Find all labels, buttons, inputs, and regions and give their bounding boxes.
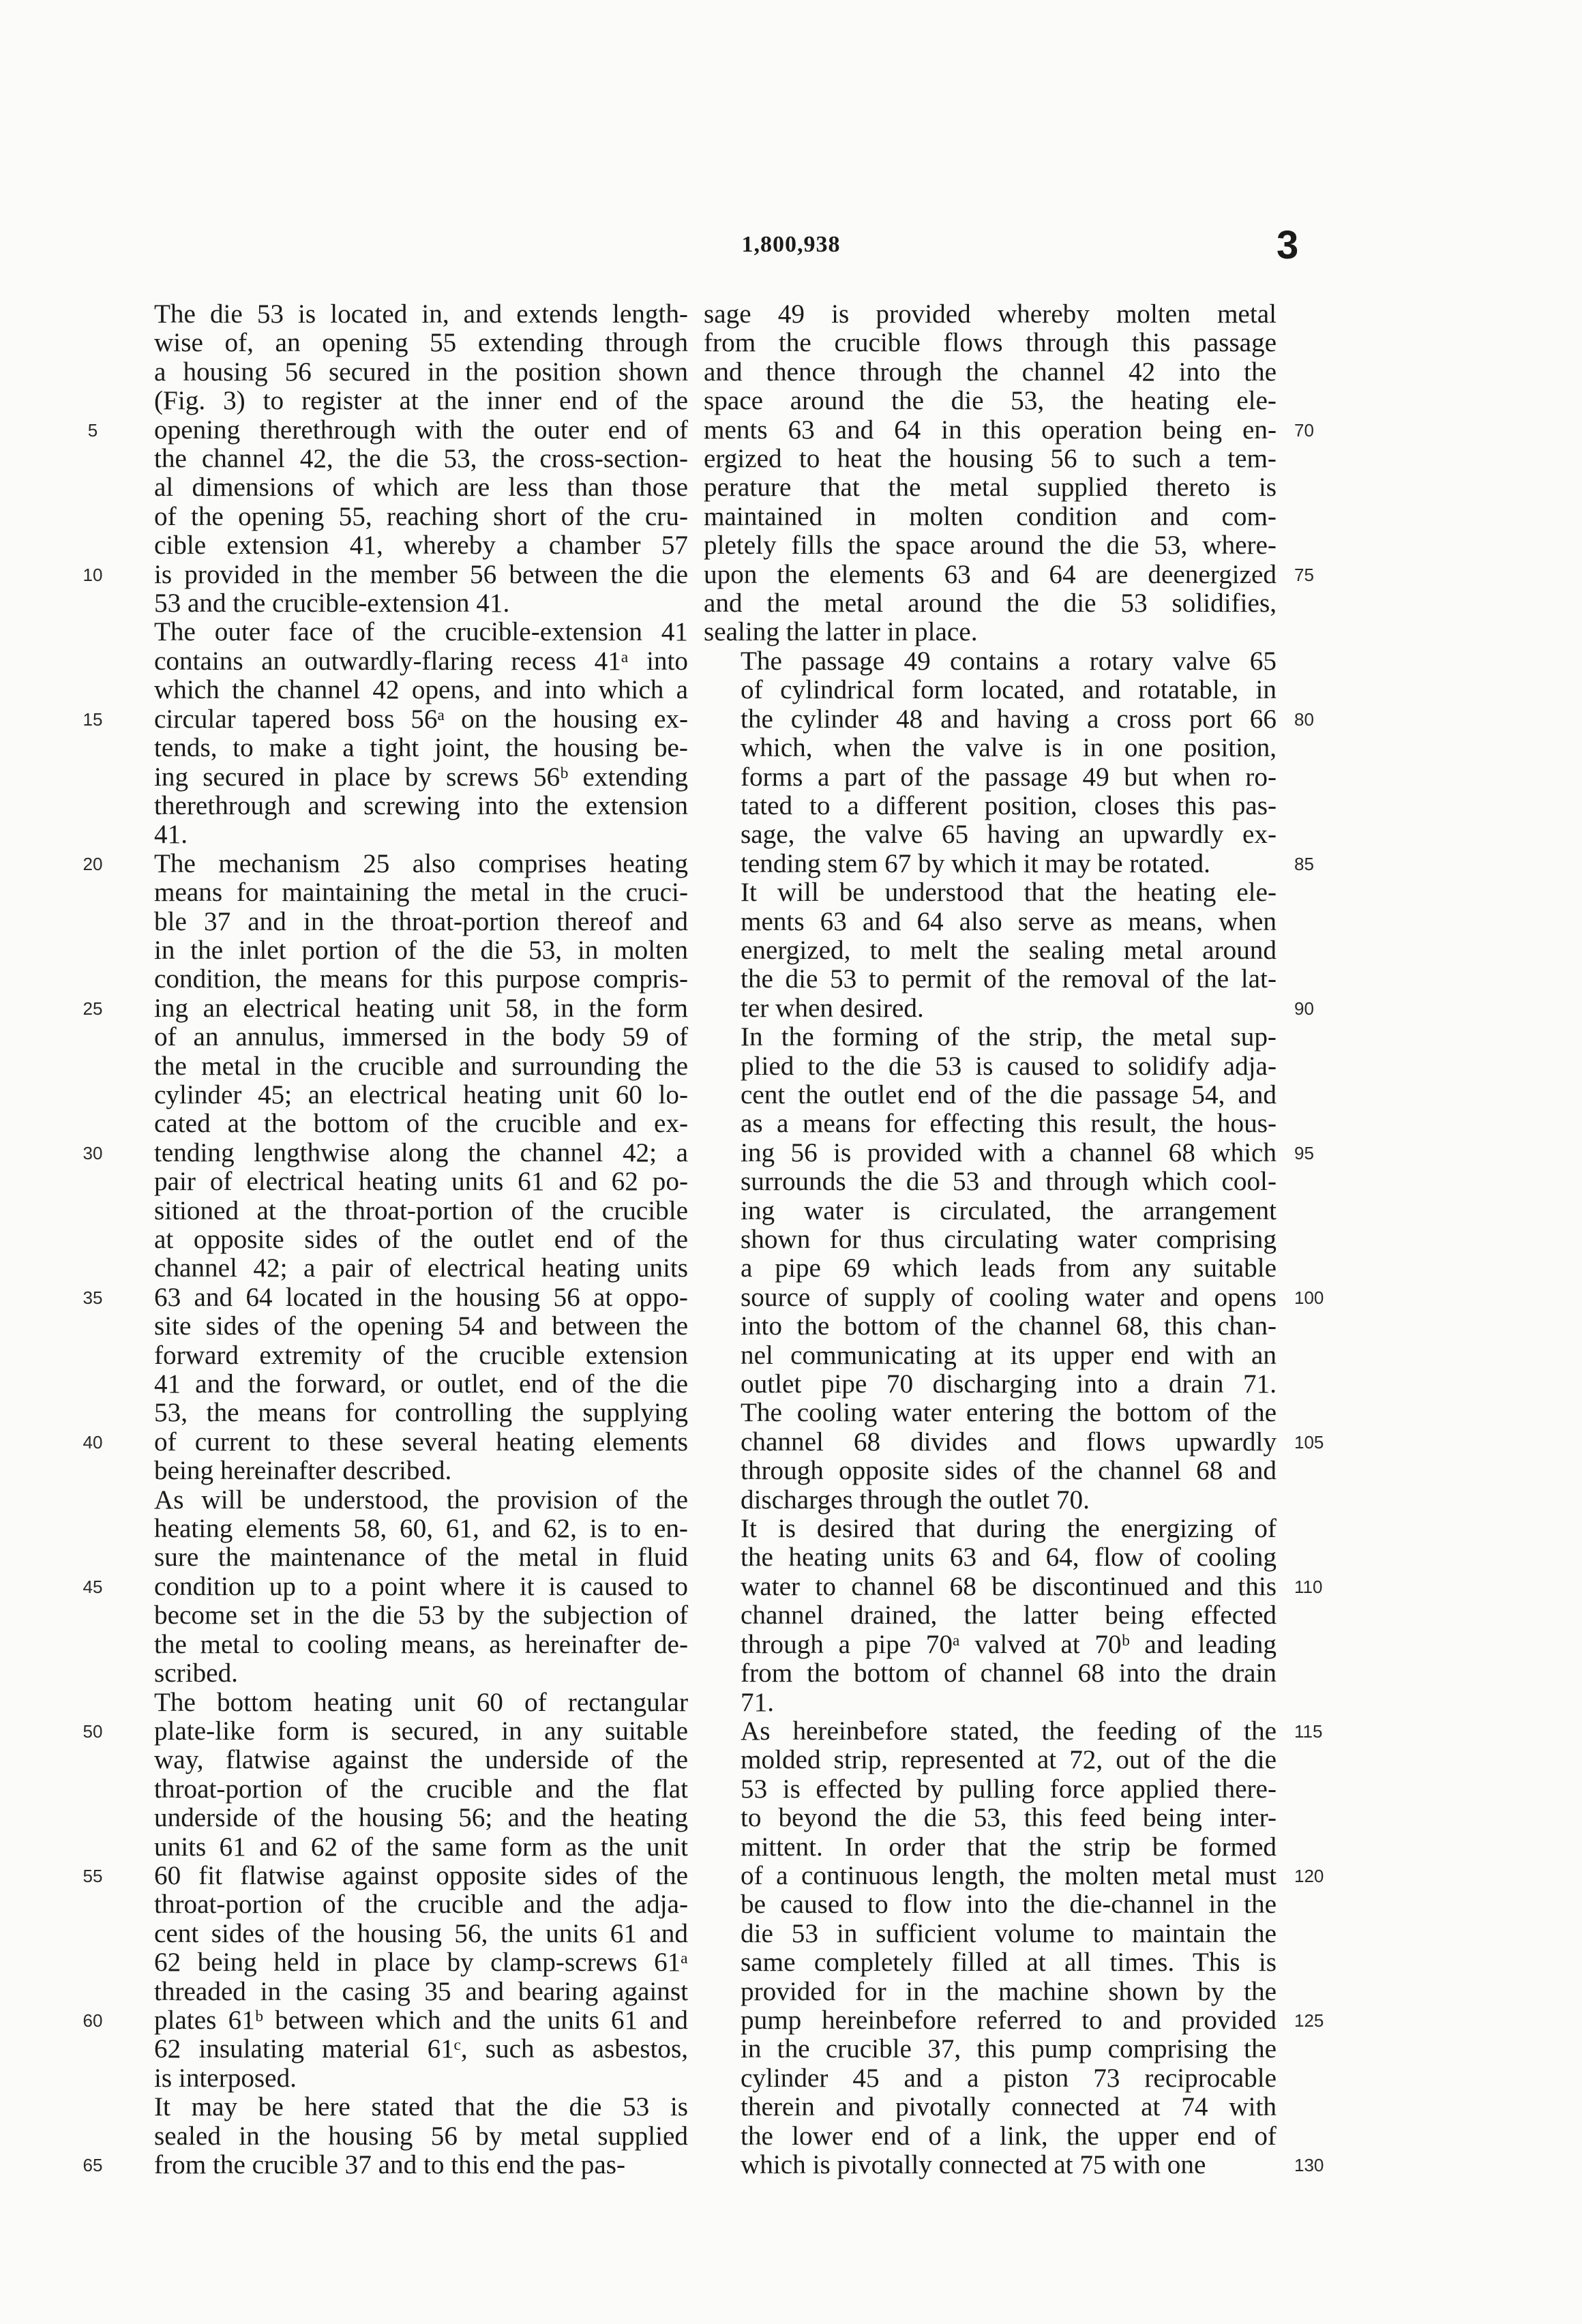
text-line: provided for in the machine shown by the <box>741 1976 1277 2006</box>
text-line: al dimensions of which are less than those <box>154 473 688 503</box>
text-line: ing water is circulated, the arrangement <box>741 1195 1277 1225</box>
text-line: It will be understood that the heating ele- <box>741 878 1277 908</box>
text-line: It is desired that during the energizing of <box>741 1514 1277 1544</box>
paragraph <box>704 1023 1277 1515</box>
line-number: 60 <box>83 2010 103 2031</box>
line-number: 105 <box>1294 1431 1324 1452</box>
paragraph <box>704 1717 1277 2180</box>
text-line: which, when the valve is in one position, <box>741 733 1277 763</box>
text-line: As will be understood, the provision of the <box>154 1485 688 1515</box>
text-line: channel drained, the latter being effected <box>741 1600 1277 1630</box>
patent-number: 1,800,938 <box>741 232 841 257</box>
text-line: pump hereinbefore referred to and provided <box>741 2005 1277 2035</box>
paragraph <box>117 2093 688 2179</box>
text-line: The die 53 is located in, and extends length- <box>154 299 688 329</box>
text-line: is interposed. <box>154 2063 297 2093</box>
text-line: tending lengthwise along the channel 42; a <box>154 1137 688 1167</box>
text-line: pair of electrical heating units 61 and 62 po- <box>154 1167 688 1197</box>
text-line: cated at the bottom of the crucible and ex- <box>154 1109 688 1139</box>
text-line: maintained in molten condition and com- <box>704 501 1277 531</box>
line-number: 120 <box>1294 1865 1324 1886</box>
text-line: space around the die 53, the heating ele- <box>704 386 1277 416</box>
text-line: 53, the means for controlling the supplying <box>154 1398 688 1428</box>
text-line: The outer face of the crucible-extension 41 <box>154 617 688 647</box>
text-line: plate-like form is secured, in any suitable <box>154 1716 688 1746</box>
line-number: 5 <box>87 419 98 441</box>
line-number: 50 <box>83 1720 103 1742</box>
line-number: 15 <box>83 709 103 730</box>
text-line: 63 and 64 located in the housing 56 at oppo- <box>154 1282 688 1312</box>
text-line: condition, the means for this purpose compris- <box>154 964 688 994</box>
text-line: cylinder 45; an electrical heating unit 60 lo- <box>154 1079 688 1109</box>
text-line: of a continuous length, the molten metal must <box>741 1860 1277 1890</box>
text-line: nel communicating at its upper end with an <box>741 1340 1277 1370</box>
text-line: way, flatwise against the underside of the <box>154 1745 688 1775</box>
paragraph <box>117 850 688 1486</box>
text-line: become set in the die 53 by the subjection of <box>154 1600 688 1630</box>
text-line: 41 and the forward, or outlet, end of the die <box>154 1369 688 1399</box>
text-line: ing 56 is provided with a channel 68 which <box>741 1137 1277 1167</box>
line-number: 100 <box>1294 1287 1324 1308</box>
text-line: 62 being held in place by clamp-screws 61ᵃ <box>154 1948 688 1978</box>
text-line: surrounds the die 53 and through which cool- <box>741 1167 1277 1197</box>
text-line: and the metal around the die 53 solidifies, <box>704 589 1277 619</box>
paragraph <box>117 1688 688 2094</box>
text-line: ments 63 and 64 also serve as means, when <box>741 906 1277 936</box>
text-line: into the bottom of the channel 68, this chan- <box>741 1311 1277 1341</box>
text-line: It may be here stated that the die 53 is <box>154 2092 688 2122</box>
text-line: sage, the valve 65 having an upwardly ex- <box>741 820 1277 850</box>
text-line: circular tapered boss 56ᵃ on the housing ex- <box>154 704 688 734</box>
text-line: site sides of the opening 54 and between the <box>154 1311 688 1341</box>
text-line: throat-portion of the crucible and the flat <box>154 1774 688 1804</box>
line-number: 90 <box>1294 998 1314 1019</box>
text-line: The passage 49 contains a rotary valve 65 <box>741 646 1277 676</box>
text-line: channel 68 divides and flows upwardly <box>741 1427 1277 1457</box>
text-line: energized, to melt the sealing metal around <box>741 935 1277 965</box>
text-line: 60 fit flatwise against opposite sides of the <box>154 1860 688 1890</box>
text-line: ing secured in place by screws 56ᵇ extending <box>154 762 688 792</box>
text-line: wise of, an opening 55 extending through <box>154 328 688 358</box>
text-line: scribed. <box>154 1658 238 1688</box>
text-line: tends, to make a tight joint, the housing be- <box>154 733 688 763</box>
text-line: underside of the housing 56; and the heating <box>154 1803 688 1833</box>
text-line: therein and pivotally connected at 74 with <box>741 2092 1277 2122</box>
text-line: of an annulus, immersed in the body 59 of <box>154 1022 688 1052</box>
text-line: the die 53 to permit of the removal of the lat- <box>741 964 1277 994</box>
line-number: 80 <box>1294 709 1314 730</box>
line-number: 45 <box>83 1576 103 1597</box>
text-line: at opposite sides of the outlet end of the <box>154 1225 688 1254</box>
text-line: ments 63 and 64 in this operation being en- <box>704 415 1277 445</box>
line-number: 75 <box>1294 564 1314 585</box>
text-line: tending stem 67 by which it may be rotated. <box>741 848 1210 878</box>
text-line: being hereinafter described. <box>154 1456 452 1486</box>
text-line: water to channel 68 be discontinued and this <box>741 1571 1277 1601</box>
text-line: cent the outlet end of the die passage 54, and <box>741 1079 1277 1109</box>
text-line: means for maintaining the metal in the cruci- <box>154 878 688 908</box>
line-number: 20 <box>83 853 103 874</box>
text-line: shown for thus circulating water comprising <box>741 1225 1277 1254</box>
text-line: channel 42; a pair of electrical heating units <box>154 1253 688 1283</box>
text-line: upon the elements 63 and 64 are deenergized <box>704 559 1277 589</box>
paragraph <box>704 1515 1277 1717</box>
line-number: 55 <box>83 1865 103 1886</box>
line-number: 85 <box>1294 853 1314 874</box>
text-line: The mechanism 25 also comprises heating <box>154 848 688 878</box>
text-line: as a means for effecting this result, the hous- <box>741 1109 1277 1139</box>
text-line: the channel 42, the die 53, the cross-section- <box>154 444 688 474</box>
text-line: die 53 in sufficient volume to maintain the <box>741 1918 1277 1948</box>
left-column <box>117 300 688 2223</box>
text-line: (Fig. 3) to register at the inner end of the <box>154 386 688 416</box>
page-number: 3 <box>1277 223 1299 267</box>
text-line: units 61 and 62 of the same form as the unit <box>154 1832 688 1862</box>
text-line: In the forming of the strip, the metal sup- <box>741 1022 1277 1052</box>
right-column <box>704 300 1277 2223</box>
text-line: source of supply of cooling water and opens <box>741 1282 1277 1312</box>
text-line: from the bottom of channel 68 into the drain <box>741 1658 1277 1688</box>
text-line: of cylindrical form located, and rotatable, in <box>741 675 1277 705</box>
text-line: opening therethrough with the outer end of <box>154 415 688 445</box>
text-line: 53 is effected by pulling force applied there- <box>741 1774 1277 1804</box>
text-line: 71. <box>741 1687 774 1717</box>
text-line: be caused to flow into the die-channel in the <box>741 1890 1277 1920</box>
text-line: perature that the metal supplied thereto is <box>704 473 1277 503</box>
text-line: same completely filled at all times. This is <box>741 1948 1277 1978</box>
text-line: sage 49 is provided whereby molten metal <box>704 299 1277 329</box>
line-number: 25 <box>83 998 103 1019</box>
text-line: from the crucible 37 and to this end the pas- <box>154 2150 626 2179</box>
text-line: molded strip, represented at 72, out of the die <box>741 1745 1277 1775</box>
text-line: throat-portion of the crucible and the adja- <box>154 1890 688 1920</box>
text-line: cylinder 45 and a piston 73 reciprocable <box>741 2063 1277 2093</box>
paragraph <box>117 1486 688 1688</box>
text-line: sure the maintenance of the metal in fluid <box>154 1543 688 1573</box>
line-number: 40 <box>83 1431 103 1452</box>
text-line: threaded in the casing 35 and bearing against <box>154 1976 688 2006</box>
text-line: a housing 56 secured in the position shown <box>154 357 688 387</box>
text-line: the metal in the crucible and surrounding the <box>154 1051 688 1081</box>
paragraph <box>704 878 1277 1023</box>
text-line: heating elements 58, 60, 61, and 62, is to en- <box>154 1514 688 1544</box>
text-line: which is pivotally connected at 75 with one <box>741 2150 1206 2179</box>
text-line: in the crucible 37, this pump comprising the <box>741 2034 1277 2064</box>
text-line: forms a part of the passage 49 but when ro- <box>741 762 1277 792</box>
paragraph <box>704 647 1277 878</box>
text-line: is provided in the member 56 between the die <box>154 559 688 589</box>
line-number: 70 <box>1294 419 1314 441</box>
text-line: and thence through the channel 42 into the <box>704 357 1277 387</box>
text-line: the lower end of a link, the upper end of <box>741 2121 1277 2151</box>
text-line: The cooling water entering the bottom of the <box>741 1398 1277 1428</box>
line-number: 115 <box>1294 1720 1323 1742</box>
text-line: discharges through the outlet 70. <box>741 1485 1090 1515</box>
text-line: of the opening 55, reaching short of the cru- <box>154 501 688 531</box>
text-line: in the inlet portion of the die 53, in molten <box>154 935 688 965</box>
text-line: from the crucible flows through this passage <box>704 328 1277 358</box>
text-line: ter when desired. <box>741 993 924 1023</box>
text-line: cent sides of the housing 56, the units 61 and <box>154 1918 688 1948</box>
text-line: ing an electrical heating unit 58, in the form <box>154 993 688 1023</box>
text-line: tated to a different position, closes this pas- <box>741 790 1277 820</box>
text-line: which the channel 42 opens, and into which a <box>154 675 688 705</box>
text-line: through a pipe 70ᵃ valved at 70ᵇ and leading <box>741 1629 1277 1659</box>
text-line: the cylinder 48 and having a cross port 66 <box>741 704 1277 734</box>
text-line: outlet pipe 70 discharging into a drain 71. <box>741 1369 1277 1399</box>
text-line: therethrough and screwing into the extension <box>154 790 688 820</box>
text-line: to beyond the die 53, this feed being inter- <box>741 1803 1277 1833</box>
text-line: a pipe 69 which leads from any suitable <box>741 1253 1277 1283</box>
text-line: pletely fills the space around the die 53, where- <box>704 531 1277 561</box>
text-line: ble 37 and in the throat-portion thereof and <box>154 906 688 936</box>
text-line: sitioned at the throat-portion of the crucible <box>154 1195 688 1225</box>
line-number: 95 <box>1294 1142 1314 1163</box>
line-number: 110 <box>1294 1576 1323 1597</box>
line-number: 130 <box>1294 2154 1324 2175</box>
text-line: plates 61ᵇ between which and the units 61 and <box>154 2005 688 2035</box>
line-number: 30 <box>83 1142 103 1163</box>
text-line: cible extension 41, whereby a chamber 57 <box>154 531 688 561</box>
text-line: ergized to heat the housing 56 to such a tem- <box>704 444 1277 474</box>
text-line: 41. <box>154 820 188 850</box>
text-line: condition up to a point where it is caused to <box>154 1571 688 1601</box>
text-line: through opposite sides of the channel 68 and <box>741 1456 1277 1486</box>
text-line: The bottom heating unit 60 of rectangular <box>154 1687 688 1717</box>
text-line: mittent. In order that the strip be formed <box>741 1832 1277 1862</box>
line-number: 10 <box>83 564 103 585</box>
line-number: 125 <box>1294 2010 1324 2031</box>
text-line: sealing the latter in place. <box>704 617 978 647</box>
text-line: sealed in the housing 56 by metal supplied <box>154 2121 688 2151</box>
paragraph <box>117 618 688 849</box>
paragraph <box>117 300 688 618</box>
text-line: 62 insulating material 61ᶜ, such as asbestos, <box>154 2034 688 2064</box>
text-line: the metal to cooling means, as hereinafter de- <box>154 1629 688 1659</box>
text-line: of current to these several heating elements <box>154 1427 688 1457</box>
text-line: 53 and the crucible-extension 41. <box>154 589 510 619</box>
line-number: 35 <box>83 1287 103 1308</box>
text-line: the heating units 63 and 64, flow of cooling <box>741 1543 1277 1573</box>
text-line: As hereinbefore stated, the feeding of the <box>741 1716 1277 1746</box>
line-number: 65 <box>83 2154 103 2175</box>
paragraph <box>704 300 1277 647</box>
text-line: contains an outwardly-flaring recess 41ᵃ into <box>154 646 688 676</box>
text-line: plied to the die 53 is caused to solidify adja- <box>741 1051 1277 1081</box>
text-line: forward extremity of the crucible extension <box>154 1340 688 1370</box>
